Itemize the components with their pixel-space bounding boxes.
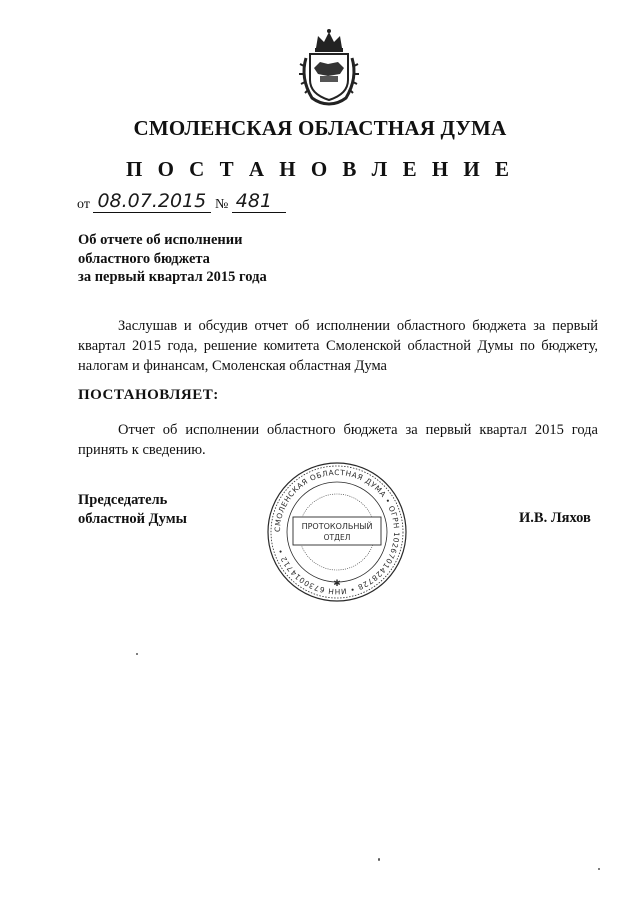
document-subject bbox=[78, 231, 267, 287]
signer-name: И.В. Ляхов bbox=[519, 510, 591, 526]
scan-speck bbox=[136, 653, 138, 655]
organization-title: СМОЛЕНСКАЯ ОБЛАСТНАЯ ДУМА bbox=[133, 116, 507, 140]
preamble-paragraph: Заслушав и обсудив отчет об исполнении областного бюджета за первый квартал 2015 года, решение комитета Смоленской областной Думы по бюджету, налогам и финансам, Смоленская областная Дума bbox=[78, 318, 598, 374]
stamp-center-line: ОТДЕЛ bbox=[323, 533, 351, 542]
subject-line: областного бюджета bbox=[78, 250, 210, 267]
handwritten-date: 08.07.2015 bbox=[93, 190, 211, 213]
scan-speck bbox=[378, 858, 380, 861]
document-type-title: П О С Т А Н О В Л Е Н И Е bbox=[125, 157, 514, 181]
official-seal-stamp bbox=[265, 460, 409, 604]
signer-title bbox=[78, 491, 187, 529]
resolves-heading: ПОСТАНОВЛЯЕТ: bbox=[78, 387, 219, 403]
scan-speck bbox=[598, 868, 600, 870]
stamp-star-icon: ✱ bbox=[333, 578, 341, 588]
stamp-center-line: ПРОТОКОЛЬНЫЙ bbox=[301, 522, 373, 531]
signer-title-line: областной Думы bbox=[78, 511, 187, 527]
subject-line: за первый квартал 2015 года bbox=[78, 269, 267, 285]
coat-of-arms-emblem bbox=[298, 28, 360, 108]
stamp-ring-text: СМОЛЕНСКАЯ ОБЛАСТНАЯ ДУМА • ОГРН 1026701428728 • ИНН 6730014712 • bbox=[272, 467, 402, 597]
handwritten-number: 481 bbox=[232, 190, 286, 213]
signer-title-line: Председатель bbox=[78, 492, 168, 508]
resolution-paragraph: Отчет об исполнении областного бюджета за первый квартал 2015 года принять к сведению. bbox=[78, 422, 598, 458]
subject-line: Об отчете об исполнении bbox=[78, 232, 243, 248]
number-prefix: № bbox=[214, 197, 229, 212]
date-prefix: от bbox=[77, 197, 90, 212]
registration-line bbox=[77, 190, 286, 213]
